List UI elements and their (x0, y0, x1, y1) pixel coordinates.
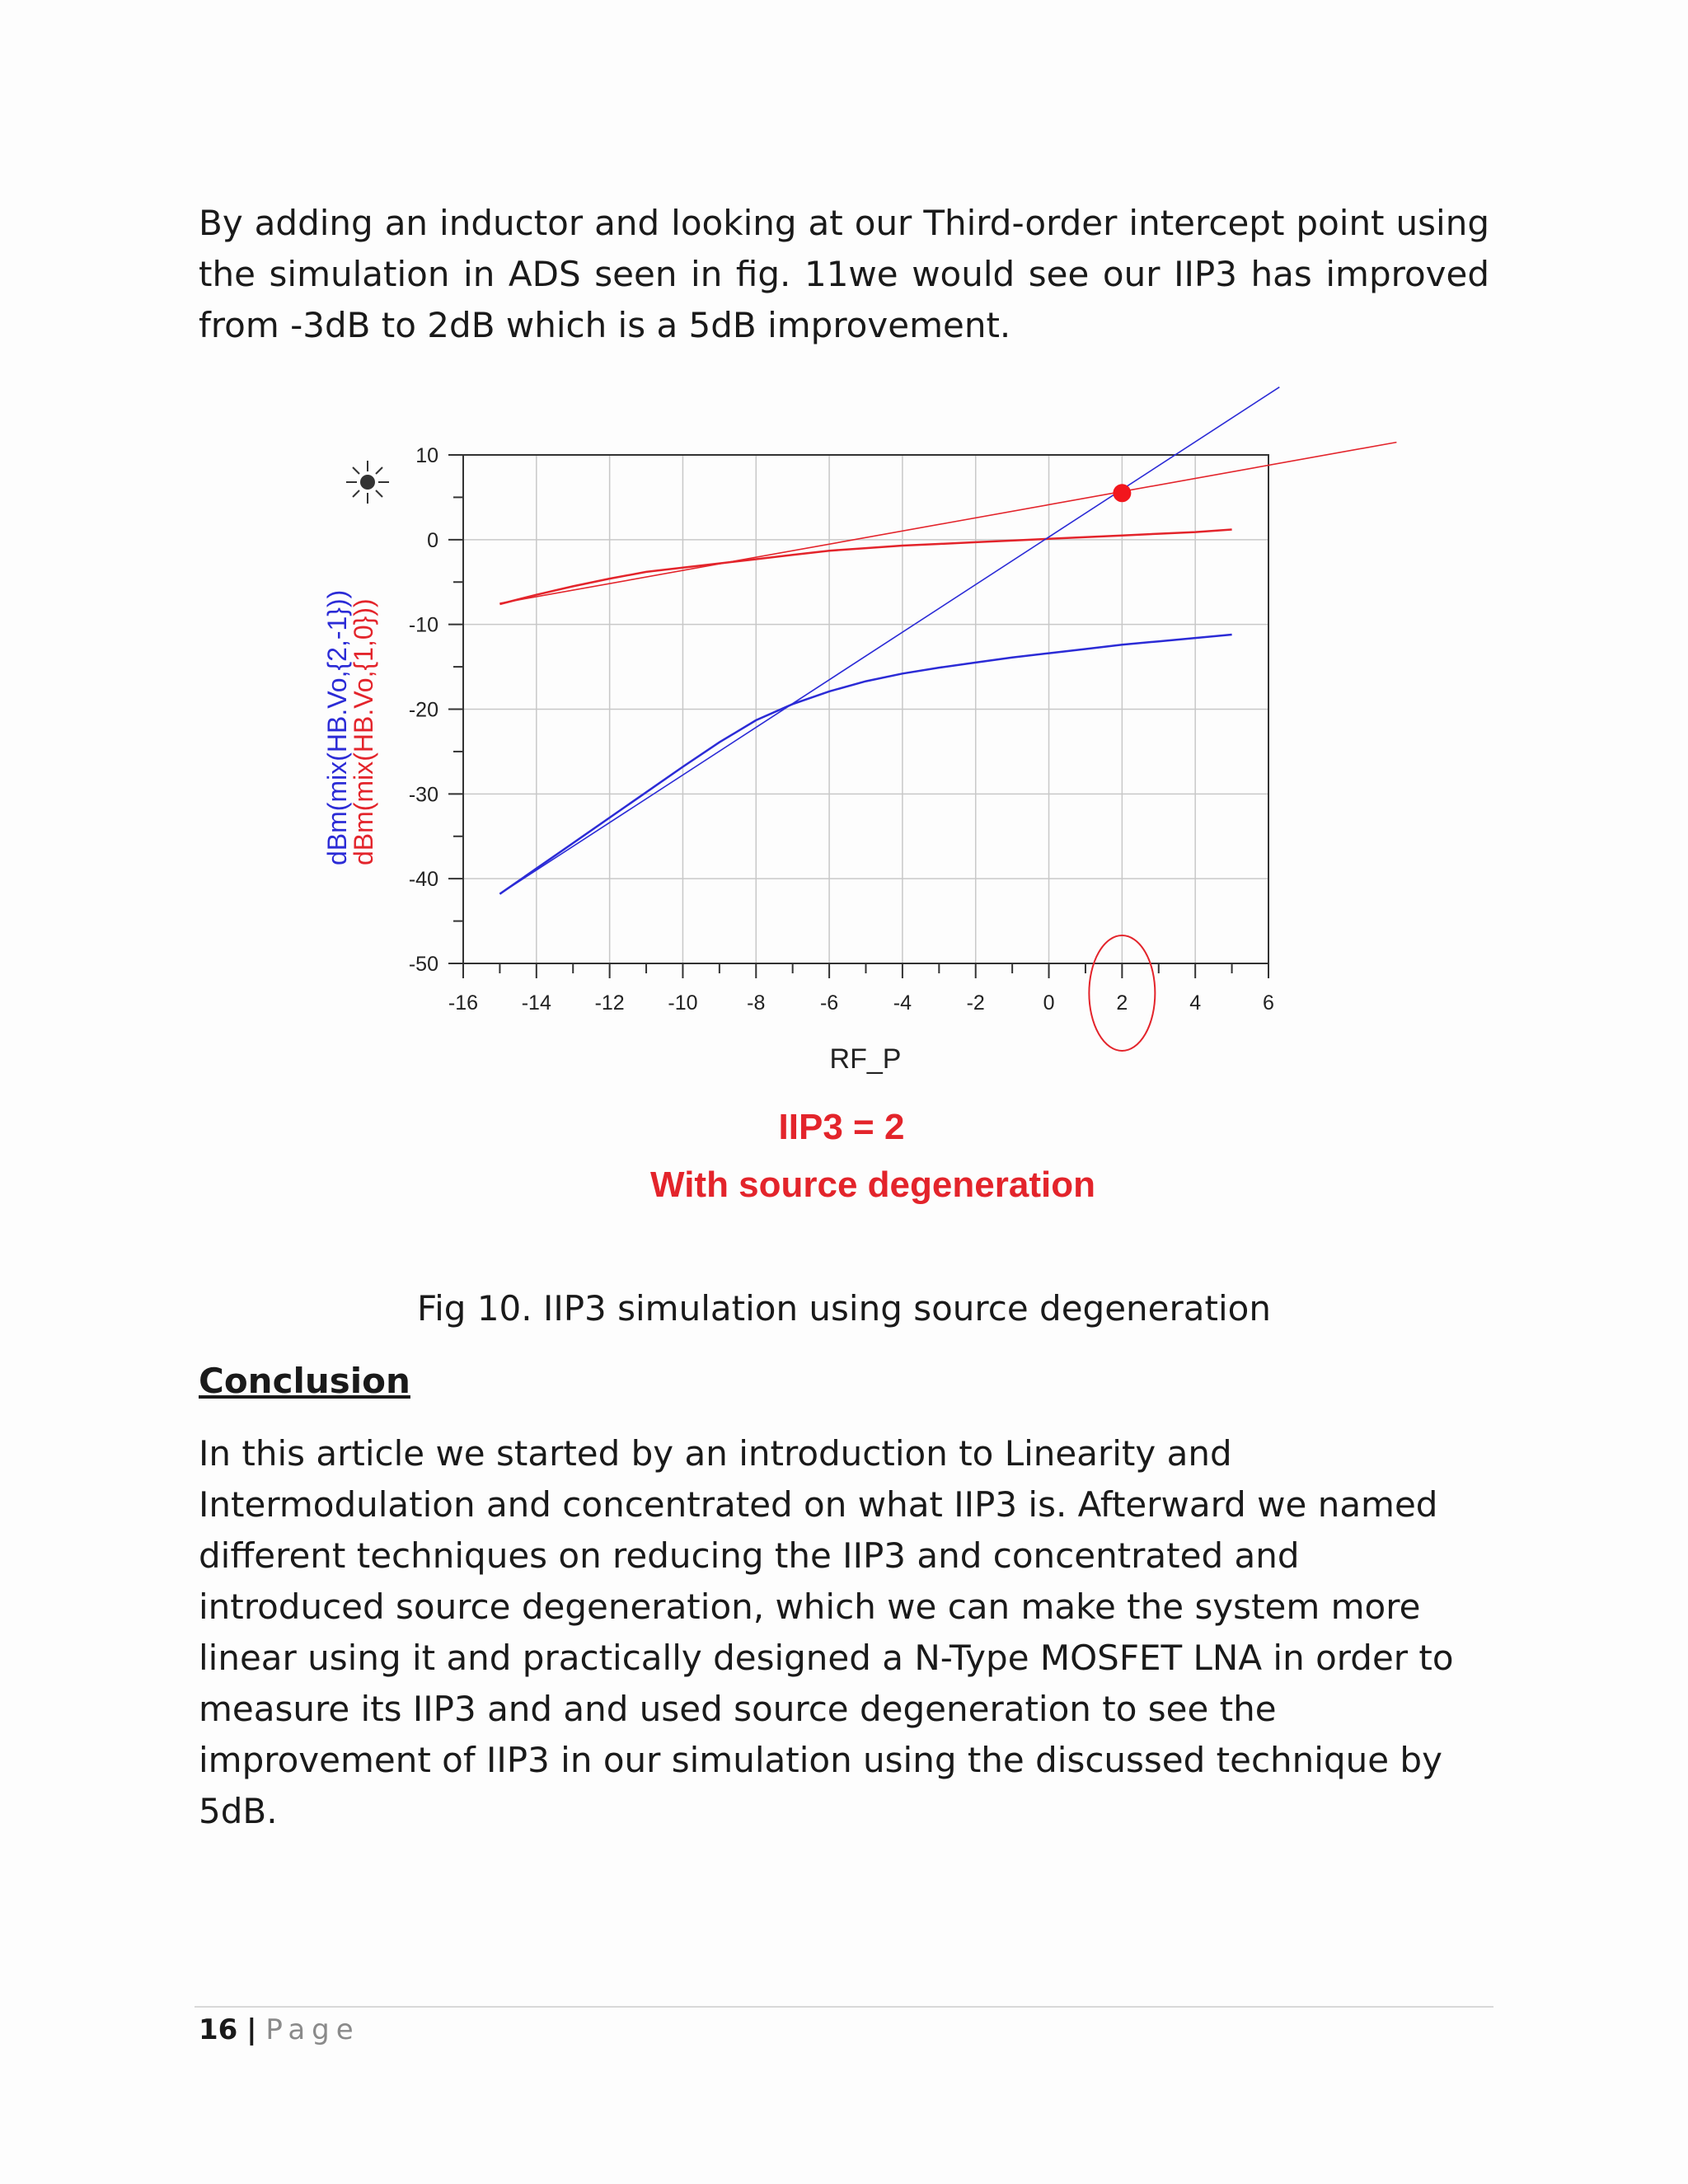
intro-paragraph: By adding an inductor and looking at our Third-order intercept point using the simulation in ADS seen in fig. 11we would see our IIP3 has improved from -3dB to 2dB which is a 5dB improvement. (199, 203, 1489, 345)
y-tick-label: -10 (408, 613, 438, 637)
x-tick-label: 4 (1189, 991, 1202, 1015)
x-tick-label: -10 (668, 991, 698, 1015)
x-tick-label: -12 (594, 991, 625, 1015)
footer-separator: | (246, 2013, 257, 2046)
footer-divider (195, 2006, 1493, 2008)
iip3-value-note: IIP3 = 2 (778, 1107, 905, 1147)
x-tick-label: -16 (448, 991, 479, 1015)
y-tick-label: 10 (415, 444, 438, 467)
y-tick-label: -50 (408, 953, 438, 976)
intercept-point-marker (1113, 484, 1131, 502)
source-degeneration-note: With source degeneration (650, 1165, 1095, 1205)
page-number: 16 (199, 2013, 238, 2046)
figure-caption: Fig 10. IIP3 simulation using source degeneration (417, 1288, 1271, 1329)
x-tick-label: 0 (1043, 991, 1055, 1015)
x-tick-label: -2 (966, 991, 985, 1015)
x-tick-label: -4 (893, 991, 912, 1015)
y-axis-label-third-order: dBm(mix(HB.Vo,{2,-1})) (322, 589, 352, 865)
x-tick-label: 2 (1116, 991, 1128, 1015)
page-word: Page (265, 2013, 360, 2046)
conclusion-heading: Conclusion (199, 1361, 410, 1401)
agilent-spark-icon (346, 461, 389, 504)
x-axis-label: RF_P (829, 1043, 902, 1075)
y-axis-label-fundamental: dBm(mix(HB.Vo,{1,0})) (349, 598, 378, 865)
x-tick-label: 6 (1263, 991, 1274, 1015)
y-tick-label: -20 (408, 698, 438, 722)
page-footer (199, 2011, 360, 2049)
fundamental-extrapolation-line (499, 443, 1396, 603)
x-tick-label: -6 (819, 991, 839, 1015)
x-tick-label: -8 (747, 991, 766, 1015)
x-tick-label: -14 (521, 991, 551, 1015)
y-tick-label: 0 (427, 528, 438, 552)
y-tick-label: -30 (408, 783, 438, 807)
axis-ticks (409, 444, 1274, 1015)
chart-grid (463, 455, 1268, 963)
y-tick-label: -40 (408, 868, 438, 892)
conclusion-paragraph: In this article we started by an introduction to Linearity and Intermodulation and concentrated on what IIP3 is. Afterward we named different techniques on reducing the IIP3 and concentrated and introduced source degeneration, which we can make the system more linear using it and practically designed a N-Type MOSFET LNA in order to measure its IIP3 and and used source degeneration to see the improvement of IIP3 in our simulation using the discussed technique by 5dB. (199, 1433, 1454, 1831)
series-layer (499, 387, 1396, 894)
